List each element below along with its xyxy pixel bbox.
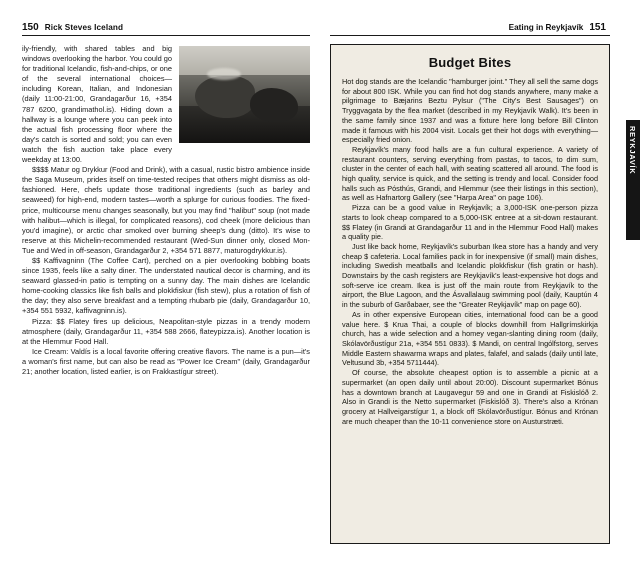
- sidebar-paragraph: Just like back home, Reykjavík's suburban Ikea store has a handy and very cheap $ cafeteria. Local families pack in for inexpensive (if small) main dishes, including Swedish meatballs and Icelandic plokkfiskur (fish gratin or hash). Downstairs by the cash registers are Reykjavík's least-expensive hot dogs and soft-serve ice cream. Ikea is just off the main route from Reykjavík to the airport, the Blue Lagoon, and the Ásvallalaug swimming pool (daily, Kauptún 4 in the suburb of Garðabaer, see the "Greater Reykjavík" map on page 60).: [342, 241, 598, 310]
- photo-shape-left: [195, 76, 255, 118]
- body-paragraph: $$$$ Matur og Drykkur (Food and Drink), with a casual, rustic bistro ambience inside the Saga Museum, prides itself on time-tested recipes that others might dismiss as old-fashioned. Here, chefs update those traditional ingredients (such as barley and seaweed) for high-end, modern tastes—worth a splurge for curious foodies. The fixed-price, multicourse menu changes seasonally, but you may find "halibut" soup (not made with halibut—which is illegal, for complicated reasons), cod cheek (more delicious than you'd imagine), or arctic char smoked over burning sheep's dung (ditto). It's wise to reserve at this Michelin-recommended restaurant (Wed-Sun dinner only, closed Mon-Tue and Wed in off-season, Grandagarður 2, +354 571 8877, maturogdrykkur.is).: [22, 165, 310, 255]
- sidebar-paragraph: Pizza can be a good value in Reykjavík; a 3,000-ISK one-person pizza starts to look cheap compared to a 5,000-ISK entree at a sit-down restaurant. $$ Flatey (in Grandi at Grandagarður 11 and in the Hlemmur Food Hall) makes a quality pie.: [342, 203, 598, 242]
- sidebar-paragraph: Of course, the absolute cheapest option is to assemble a picnic at a supermarket (an open daily until about 20:00). Discount supermarket Bónus has a downtown branch at Laugavegur 59 and one in Grandi at Fiskislóð 2. Also in Grandi is the Netto supermarket (Fiskislóð 3). There's also a Krónan grocery at Hallveigarstígur 1, a block off Skólavörðustígur. Bónus and Krónan are much cheaper than the 10-11 convenience store on Austurstræti.: [342, 368, 598, 426]
- sidebar-body: [342, 77, 598, 426]
- right-head-rule: [330, 35, 610, 36]
- right-head-title: Eating in Reykjavík: [508, 23, 584, 32]
- left-text-column: [22, 44, 310, 377]
- chapter-thumb-tab: [626, 120, 640, 240]
- sidebar-paragraph: Hot dog stands are the Icelandic "hamburger joint." They all sell the same dogs for about 800 ISK. While you can find hot dog stands anywhere, many make a pilgrimage to Bæjarins Beztu Pylsur ("The City's Best Sausages") on Tryggvagata by the flea market (described in my Reykjavík Walk). It's been in the same family since 1937 and was a fixture here long before Bill Clinton made it famous with his 2004 visit. Locals get their hot dogs with everything—especially fried onion.: [342, 77, 598, 145]
- budget-bites-sidebar: [330, 44, 610, 544]
- sidebar-paragraph: Reykjavík's many food halls are a fun cultural experience. A variety of restaurant counters, serving everything from pastas, to tacos, to dim sum, cluster in the center of each hall, with seating scattered all around. The food is high quality, service is quick, and the setting is trendy and local. Consider food halls such as Pósthús, Grandi, and Hlemmur (see their listings in this section), as well as Hafnartorg Gallery (see "Harpa Area" on page 106).: [342, 144, 598, 203]
- left-head-title: Rick Steves Iceland: [44, 23, 124, 32]
- thumb-tab-label: REYKJAVÍK: [628, 126, 637, 175]
- photo-shape-right: [250, 88, 298, 122]
- sidebar-paragraph: As in other expensive European cities, international food can be a good value here. $ Krua Thai, a couple of blocks downhill from Hallgrímskirkja church, has a wide selection and a homey vegan-slanting dining room (daily, Skólavörðustígur 21a, +354 551 0833). $ Mandi, on central Ingólfstorg, serves Middle Eastern shawarma wraps and plates, falafel, and salads (daily until late, Veltusund 3b, +354 5711444).: [342, 309, 598, 368]
- left-running-head: [22, 22, 322, 33]
- left-head-rule: [22, 35, 310, 36]
- body-paragraph: Pizza: $$ Flatey fires up delicious, Neapolitan-style pizzas in a trendy modern atmosphere (daily, Grandagarður 11, +354 588 2666, flateypizza.is). Another location is at the Hlemmur Food Hall.: [22, 316, 310, 346]
- left-folio: 150: [22, 22, 39, 33]
- body-paragraph: $$ Kaffivagninn (The Coffee Cart), perched on a pier overlooking bobbing boats since 1935, feels like a salty diner. The understated nautical decor is charming, and its seaward glassed-in patio is tempting on a sunny day. The main dishes are Icelandic home-cooking classics like fish balls and plokkfiskur (fish stew), plus a rotation of fish of the day; they also serve breakfast and a tempting rhubarb pie (daily, Grandagarður 10, +354 551 5932, kaffivagninn.is).: [22, 255, 310, 316]
- body-paragraph: Ice Cream: Valdís is a local favorite offering creative flavors. The name is a pun—it's a woman's first name, but can also be read as "Power Ice Cream" (daily, Grandagarður 21; another location, listed earlier, is on Frakkastígur street).: [22, 346, 310, 376]
- body-paragraph: ily-friendly, with shared tables and big windows overlooking the harbor. You could go for traditional Icelandic, fish-and-chips, or one of the several international choices—including Korean, Italian, and Indonesian (daily 11:00-21:00, Grandagarður 16, +354 787 6200, grandimathol.is). Hiding down a hallway is a lounge where you can peek into the actual fish processing floor where the day's catch is sorted and sold; you can even watch the fish auction take place every weekday at 13:00.: [22, 44, 172, 165]
- harbor-restaurant-photo: [179, 46, 310, 143]
- right-running-head: [509, 22, 606, 33]
- right-folio: 151: [589, 22, 606, 33]
- photo-highlight: [207, 68, 241, 80]
- sidebar-title: Budget Bites: [428, 55, 512, 70]
